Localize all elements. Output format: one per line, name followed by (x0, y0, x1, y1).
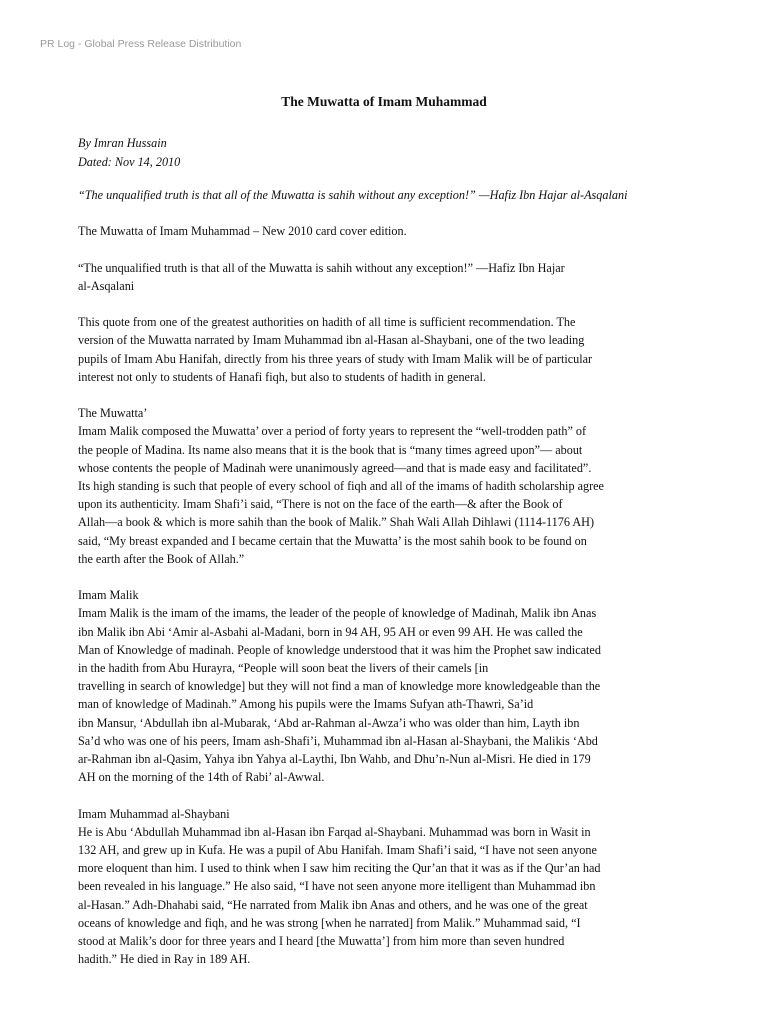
text-line: This quote from one of the greatest authorities on hadith of all time is sufficient recommendation. The (78, 315, 576, 330)
text-line: said, “My breast expanded and I became certain that the Muwatta’ is the most sahih book to be found on (78, 533, 587, 548)
quote-paragraph (78, 259, 691, 295)
text-line: ar-Rahman ibn al-Qasim, Yahya ibn Yahya al-Laythi, Ibn Wahb, and Dhu’n-Nun al-Misri. He died in 179 (78, 752, 591, 767)
text-line: the earth after the Book of Allah.” (78, 551, 245, 566)
text-line: been revealed in his language.” He also said, “I have not seen anyone more itelligent than Muhammad ibn (78, 879, 596, 894)
text-line: 132 AH, and grew up in Kufa. He was a pupil of Abu Hanifah. Imam Shafi’i said, “I have not seen anyone (78, 843, 597, 858)
text-line: “The unqualified truth is that all of the Muwatta is sahih without any exception!” —Hafiz Ibn Hajar (78, 260, 565, 275)
text-line: al-Hasan.” Adh-Dhahabi said, “He narrated from Malik ibn Anas and others, and he was one of the great (78, 897, 588, 912)
text-line: stood at Malik’s door for three years and I heard [the Muwatta’] from him more than seven hundred (78, 934, 565, 949)
section-heading: The Muwatta’ (78, 406, 148, 421)
text-line: ibn Malik ibn Abi ‘Amir al-Asbahi al-Madani, born in 94 AH, 95 AH or even 99 AH. He was called the (78, 624, 583, 639)
intro-paragraph (78, 313, 691, 386)
imam-shaybani-section (78, 805, 691, 969)
imam-malik-section (78, 586, 691, 786)
text-line: the people of Madina. Its name also means that it is the book that is “many times agreed upon”— about (78, 442, 583, 457)
site-header: PR Log - Global Press Release Distribution (40, 38, 242, 50)
text-line: pupils of Imam Abu Hanifah, directly from his three years of study with Imam Malik will be of particular (78, 351, 593, 366)
text-line: travelling in search of knowledge] but they will not find a man of knowledge more knowledgeable than the (78, 679, 601, 694)
lead-quote: “The unqualified truth is that all of the Muwatta is sahih without any exception!” —Hafiz Ibn Hajar al-Asqalani (78, 188, 628, 202)
text-line: Allah—a book & which is more sahih than the book of Malik.” Shah Wali Allah Dihlawi (1114-1176 AH) (78, 515, 595, 530)
text-line: Its high standing is such that people of every school of fiqh and all of the imams of hadith scholarship agree (78, 479, 604, 493)
muwatta-section (78, 404, 691, 568)
author-line: By Imran Hussain (78, 136, 167, 150)
section-heading: Imam Malik (78, 588, 139, 603)
text-line: AH on the morning of the 14th of Rabi’ al-Awwal. (78, 770, 325, 785)
date-line: Dated: Nov 14, 2010 (78, 154, 181, 169)
text-line: interest not only to students of Hanafi fiqh, but also to students of hadith in general. (78, 369, 486, 384)
text-line: whose contents the people of Madinah were unanimously agreed—and that is made easy and facilitated”. (78, 460, 592, 475)
text-line: Man of Knowledge of madinah. People of knowledge understood that it was him the Prophet saw indicated (78, 642, 601, 657)
text-line: man of knowledge of Madinah.” Among his pupils were the Imams Sufyan ath-Thawri, Sa’id (78, 697, 534, 712)
text-line: version of the Muwatta narrated by Imam Muhammad ibn al-Hasan al-Shaybani, one of the two leading (78, 333, 585, 348)
text-line: upon its authenticity. Imam Shafi’i said, “There is not on the face of the earth—& after the Book of (78, 497, 563, 512)
text-line: Imam Malik composed the Muwatta’ over a period of forty years to represent the “well-trodden path” of (78, 424, 587, 439)
text-line: Sa’d who was one of his peers, Imam ash-Shafi’i, Muhammad ibn al-Hasan al-Shaybani, the Malikis ‘Abd (78, 733, 598, 748)
text-line: more eloquent than him. I used to think when I saw him reciting the Qur’an that it was as if the Qur’an had (78, 861, 601, 876)
article-title: The Muwatta of Imam Muhammad (281, 94, 487, 109)
text-line: in the hadith from Abu Hurayra, “People will soon beat the livers of their camels [in (78, 661, 489, 676)
byline (78, 134, 180, 171)
text-line: hadith.” He died in Ray in 189 AH. (78, 952, 251, 967)
text-line: He is Abu ‘Abdullah Muhammad ibn al-Hasan ibn Farqad al-Shaybani. Muhammad was born in Wasit in (78, 824, 591, 839)
section-heading: Imam Muhammad al-Shaybani (78, 806, 230, 821)
text-line: al-Asqalani (78, 278, 135, 293)
article-body (78, 186, 691, 968)
text-line: Imam Malik is the imam of the imams, the leader of the people of knowledge of Madinah, Malik ibn Anas (78, 606, 597, 621)
text-line: oceans of knowledge and fiqh, and he was strong [when he narrated] from Malik.” Muhammad said, “I (78, 915, 581, 930)
edition-line: The Muwatta of Imam Muhammad – New 2010 card cover edition. (78, 224, 407, 239)
text-line: ibn Mansur, ‘Abdullah ibn al-Mubarak, ‘Abd ar-Rahman al-Awza’i who was older than him, Layth ibn (78, 715, 580, 730)
